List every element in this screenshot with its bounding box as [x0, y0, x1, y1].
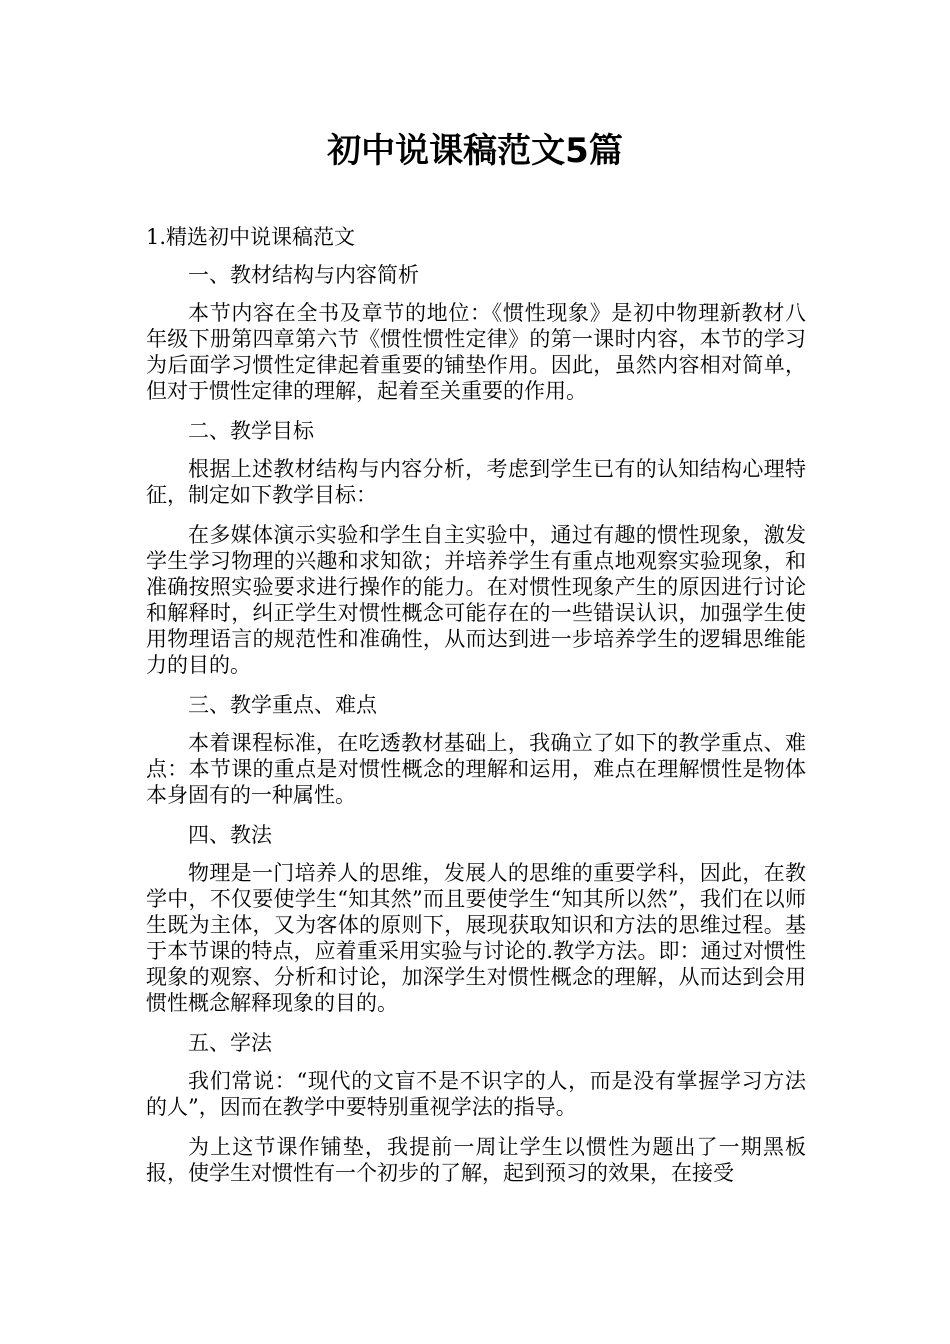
heading-learning-method: 五、学法: [188, 1031, 272, 1055]
paragraph-key-points: 本着课程标准，在吃透教材基础上，我确立了如下的教学重点、难点：本节课的重点是对惯性概念的理解和运用，难点在理解惯性是物体本身固有的一种属性。: [146, 731, 806, 807]
paragraph-goals-detail: 在多媒体演示实验和学生自主实验中，通过有趣的惯性现象，激发学生学习物理的兴趣和求知欲；并培养学生有重点地观察实验现象，和准确按照实验要求进行操作的能力。在对惯性现象产生的原因进行讨论和解释时，纠正学生对惯性概念可能存在的一些错误认识，加强学生使用物理语言的规范性和准确性，从而达到进一步培养学生的逻辑思维能力的目的。: [146, 523, 806, 677]
document-title: 初中说课稿范文5篇: [327, 131, 623, 171]
section-title: 1.精选初中说课稿范文: [146, 225, 356, 249]
paragraph-learning-method: 我们常说：“现代的文盲不是不识字的人，而是没有掌握学习方法的人”，因而在教学中要特别重视学法的指导。: [146, 1069, 806, 1119]
heading-teaching-method: 四、教法: [188, 823, 272, 847]
document-body: [146, 224, 806, 1200]
paragraph-preparation: 为上这节课作铺垫，我提前一周让学生以惯性为题出了一期黑板报，使学生对惯性有一个初步的了解，起到预习的效果，在接受: [146, 1135, 806, 1185]
heading-key-points: 三、教学重点、难点: [188, 693, 377, 717]
paragraph-teaching-method: 物理是一门培养人的思维，发展人的思维的重要学科，因此，在教学中，不仅要使学生“知其然”而且要使学生“知其所以然”，我们在以师生既为主体，又为客体的原则下，展现获取知识和方法的思维过程。基于本节课的特点，应着重采用实验与讨论的.教学方法。即：通过对惯性现象的观察、分析和讨论，加深学生对惯性概念的理解，从而达到会用惯性概念解释现象的目的。: [146, 861, 806, 1015]
heading-teaching-goals: 二、教学目标: [188, 419, 314, 443]
heading-textbook-analysis: 一、教材结构与内容简析: [188, 263, 419, 287]
paragraph-goals-intro: 根据上述教材结构与内容分析，考虑到学生已有的认知结构心理特征，制定如下教学目标：: [146, 457, 806, 507]
paragraph-textbook-position: 本节内容在全书及章节的地位：《惯性现象》是初中物理新教材八年级下册第四章第六节《惯性惯性定律》的第一课时内容，本节的学习为后面学习惯性定律起着重要的铺垫作用。因此，虽然内容相对简单，但对于惯性定律的理解，起着至关重要的作用。: [146, 301, 806, 403]
